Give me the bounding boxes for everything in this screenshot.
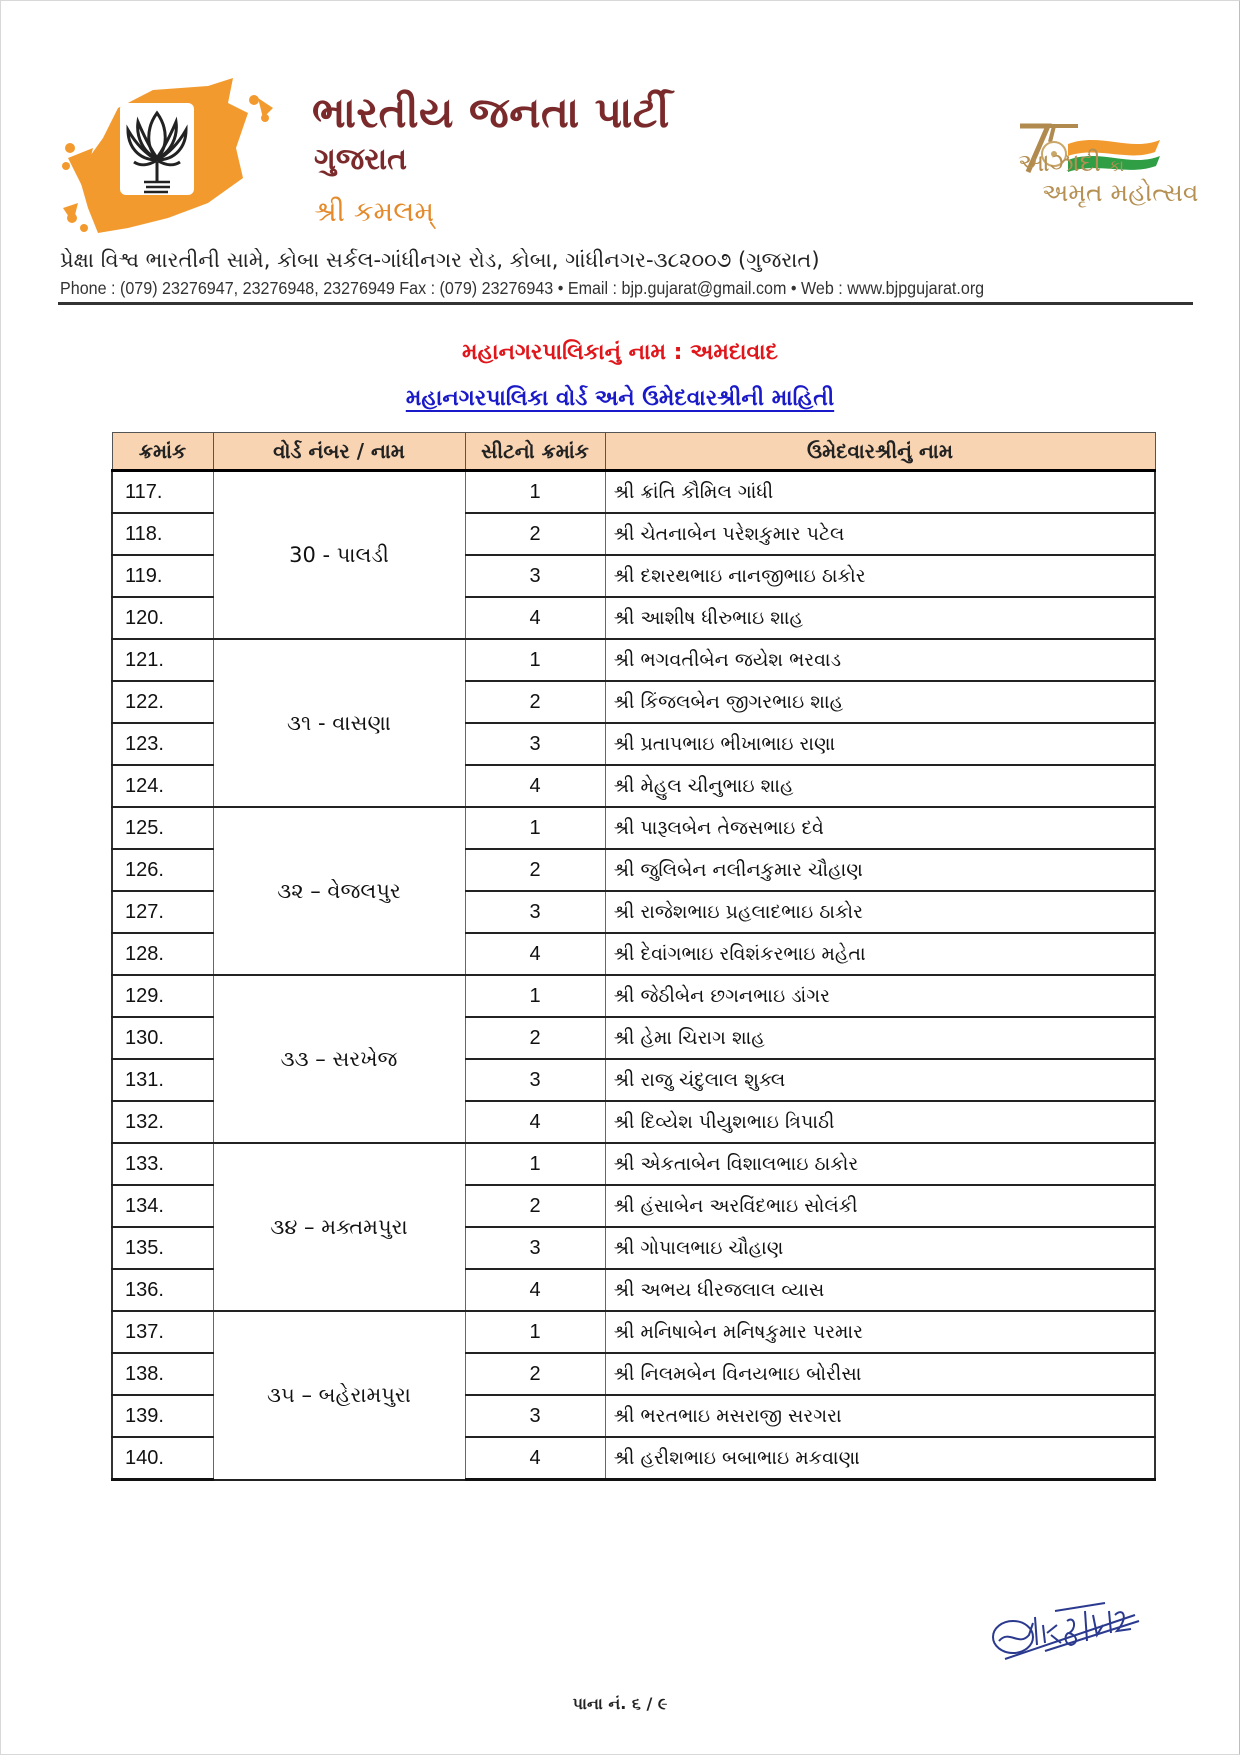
seat-number-cell: 4 — [465, 1437, 605, 1480]
seat-number-cell: 1 — [465, 471, 605, 514]
seat-number-cell: 2 — [465, 849, 605, 891]
candidate-name-cell: શ્રી દશરથભાઇ નાનજીભાઇ ઠાકોર — [605, 555, 1155, 597]
header-divider — [58, 302, 1193, 305]
seat-number-cell: 2 — [465, 1185, 605, 1227]
serial-number-cell: 127. — [112, 891, 213, 933]
seat-number-cell: 1 — [465, 1311, 605, 1353]
header-serial: ક્રમાંક — [112, 433, 213, 471]
header-seat: સીટનો ક્રમાંક — [465, 433, 605, 471]
serial-number-cell: 136. — [112, 1269, 213, 1311]
table-row — [112, 1143, 1155, 1185]
serial-number-cell: 122. — [112, 681, 213, 723]
candidate-name-cell: શ્રી જેઠીબેન છગનભાઇ ડાંગર — [605, 975, 1155, 1017]
header-candidate: ઉમેદવારશ્રીનું નામ — [605, 433, 1155, 471]
candidate-name-cell: શ્રી ભગવતીબેન જયેશ ભરવાડ — [605, 639, 1155, 681]
candidate-name-cell: શ્રી પારૂલબેન તેજસભાઇ દવે — [605, 807, 1155, 849]
serial-number-cell: 129. — [112, 975, 213, 1017]
candidate-name-cell: શ્રી નિલમબેન વિનયભાઇ બોરીસા — [605, 1353, 1155, 1395]
serial-number-cell: 126. — [112, 849, 213, 891]
seat-number-cell: 3 — [465, 1059, 605, 1101]
serial-number-cell: 134. — [112, 1185, 213, 1227]
serial-number-cell: 138. — [112, 1353, 213, 1395]
amrit-text-line2: અમૃત મહોત્સવ — [1042, 178, 1199, 207]
serial-number-cell: 125. — [112, 807, 213, 849]
candidate-name-cell: શ્રી રાજેશભાઇ પ્રહલાદભાઇ ઠાકોર — [605, 891, 1155, 933]
ward-cell: ૩૩ – સરખેજ — [213, 975, 465, 1143]
candidate-name-cell: શ્રી રાજુ ચંદુલાલ શુક્લ — [605, 1059, 1155, 1101]
seat-number-cell: 2 — [465, 1017, 605, 1059]
seat-number-cell: 3 — [465, 723, 605, 765]
contact-info: Phone : (079) 23276947, 23276948, 23276949 Fax : (079) 23276943 • Email : bjp.gujarat@gmail.com • Web : www.bjpgujarat.org — [60, 278, 985, 298]
corporation-name: મહાનગરપાલિકાનું નામ : અમદાવાદ — [462, 340, 778, 365]
seat-number-cell: 1 — [465, 975, 605, 1017]
org-motto: શ્રી કમલમ્ — [314, 195, 435, 228]
table-body — [112, 471, 1155, 1480]
table-row — [112, 975, 1155, 1017]
table-row — [112, 639, 1155, 681]
bjp-lotus-logo-icon — [58, 78, 288, 238]
ward-cell: ૩૨ – વેજલપુર — [213, 807, 465, 975]
seat-number-cell: 4 — [465, 1101, 605, 1143]
seat-number-cell: 3 — [465, 1395, 605, 1437]
candidate-name-cell: શ્રી આશીષ ધીરુભાઇ શાહ — [605, 597, 1155, 639]
serial-number-cell: 119. — [112, 555, 213, 597]
candidate-name-cell: શ્રી હેમા ચિરાગ શાહ — [605, 1017, 1155, 1059]
serial-number-cell: 132. — [112, 1101, 213, 1143]
serial-number-cell: 135. — [112, 1227, 213, 1269]
ward-cell: ૩૫ – બહેરામપુરા — [213, 1311, 465, 1480]
seat-number-cell: 3 — [465, 891, 605, 933]
candidate-name-cell: શ્રી કિંજલબેન જીગરભાઇ શાહ — [605, 681, 1155, 723]
seat-number-cell: 4 — [465, 1269, 605, 1311]
seat-number-cell: 2 — [465, 1353, 605, 1395]
org-title: ભારતીય જનતા પાર્ટી — [312, 88, 670, 137]
table-row — [112, 471, 1155, 514]
candidate-name-cell: શ્રી મનિષાબેન મનિષકુમાર પરમાર — [605, 1311, 1155, 1353]
candidate-name-cell: શ્રી દિવ્યેશ પીયુશભાઇ ત્રિપાઠી — [605, 1101, 1155, 1143]
candidate-name-cell: શ્રી ભરતભાઇ મસરાજી સરગરા — [605, 1395, 1155, 1437]
amrit-text-line1 — [1018, 148, 1124, 178]
candidate-name-cell: શ્રી પ્રતાપભાઇ ભીખાભાઇ રાણા — [605, 723, 1155, 765]
table-row — [112, 807, 1155, 849]
serial-number-cell: 139. — [112, 1395, 213, 1437]
candidate-name-cell: શ્રી ચેતનાબેન પરેશકુમાર પટેલ — [605, 513, 1155, 555]
candidate-name-cell: શ્રી દેવાંગભાઇ રવિશંકરભાઇ મહેતા — [605, 933, 1155, 975]
seat-number-cell: 3 — [465, 555, 605, 597]
ward-cell: ૩૧ - વાસણા — [213, 639, 465, 807]
candidate-name-cell: શ્રી ક્રાંતિ કૌમિલ ગાંધી — [605, 471, 1155, 514]
amrit-ka: કા — [1108, 156, 1125, 175]
candidate-name-cell: શ્રી હંસાબેન અરવિંદભાઇ સોલંકી — [605, 1185, 1155, 1227]
serial-number-cell: 121. — [112, 639, 213, 681]
serial-number-cell: 123. — [112, 723, 213, 765]
serial-number-cell: 140. — [112, 1437, 213, 1480]
table-title-text: મહાનગરપાલિકા વોર્ડ અને ઉમેદવારશ્રીની માહિતી — [405, 386, 835, 411]
seat-number-cell: 1 — [465, 807, 605, 849]
serial-number-cell: 133. — [112, 1143, 213, 1185]
signature-icon — [985, 1585, 1145, 1665]
seat-number-cell: 3 — [465, 1227, 605, 1269]
page-number: પાના નં. ૬ / ૯ — [572, 1694, 668, 1713]
serial-number-cell: 124. — [112, 765, 213, 807]
serial-number-cell: 128. — [112, 933, 213, 975]
serial-number-cell: 131. — [112, 1059, 213, 1101]
candidate-name-cell: શ્રી એકતાબેન વિશાલભાઇ ઠાકોર — [605, 1143, 1155, 1185]
table-row — [112, 1311, 1155, 1353]
amrit-azadi: આઝાદી — [1018, 148, 1101, 177]
seat-number-cell: 2 — [465, 513, 605, 555]
candidate-name-cell: શ્રી જુલિબેન નલીનકુમાર ચૌહાણ — [605, 849, 1155, 891]
serial-number-cell: 120. — [112, 597, 213, 639]
ward-cell: 30 - પાલડી — [213, 471, 465, 640]
table-header-row — [112, 433, 1155, 471]
header-ward: વોર્ડ નંબર / નામ — [213, 433, 465, 471]
candidates-table — [111, 432, 1156, 1481]
office-address: પ્રેક્ષા વિશ્વ ભારતીની સામે, કોબા સર્કલ-ગાંધીનગર રોડ, કોબા, ગાંધીનગર-૩૮૨૦૦૭ (ગુજરાત) — [60, 248, 820, 272]
org-subtitle: ગુજરાત — [314, 142, 408, 177]
candidate-name-cell: શ્રી હરીશભાઇ બબાભાઇ મકવાણા — [605, 1437, 1155, 1480]
serial-number-cell: 137. — [112, 1311, 213, 1353]
serial-number-cell: 130. — [112, 1017, 213, 1059]
seat-number-cell: 2 — [465, 681, 605, 723]
serial-number-cell: 117. — [112, 471, 213, 514]
candidate-name-cell: શ્રી મેહુલ ચીનુભાઇ શાહ — [605, 765, 1155, 807]
seat-number-cell: 4 — [465, 597, 605, 639]
seat-number-cell: 4 — [465, 765, 605, 807]
candidate-name-cell: શ્રી અભય ધીરજલાલ વ્યાસ — [605, 1269, 1155, 1311]
seat-number-cell: 1 — [465, 639, 605, 681]
seat-number-cell: 4 — [465, 933, 605, 975]
table-title — [0, 386, 1240, 411]
seat-number-cell: 1 — [465, 1143, 605, 1185]
candidate-name-cell: શ્રી ગોપાલભાઇ ચૌહાણ — [605, 1227, 1155, 1269]
serial-number-cell: 118. — [112, 513, 213, 555]
ward-cell: ૩૪ – મક્તમપુરા — [213, 1143, 465, 1311]
